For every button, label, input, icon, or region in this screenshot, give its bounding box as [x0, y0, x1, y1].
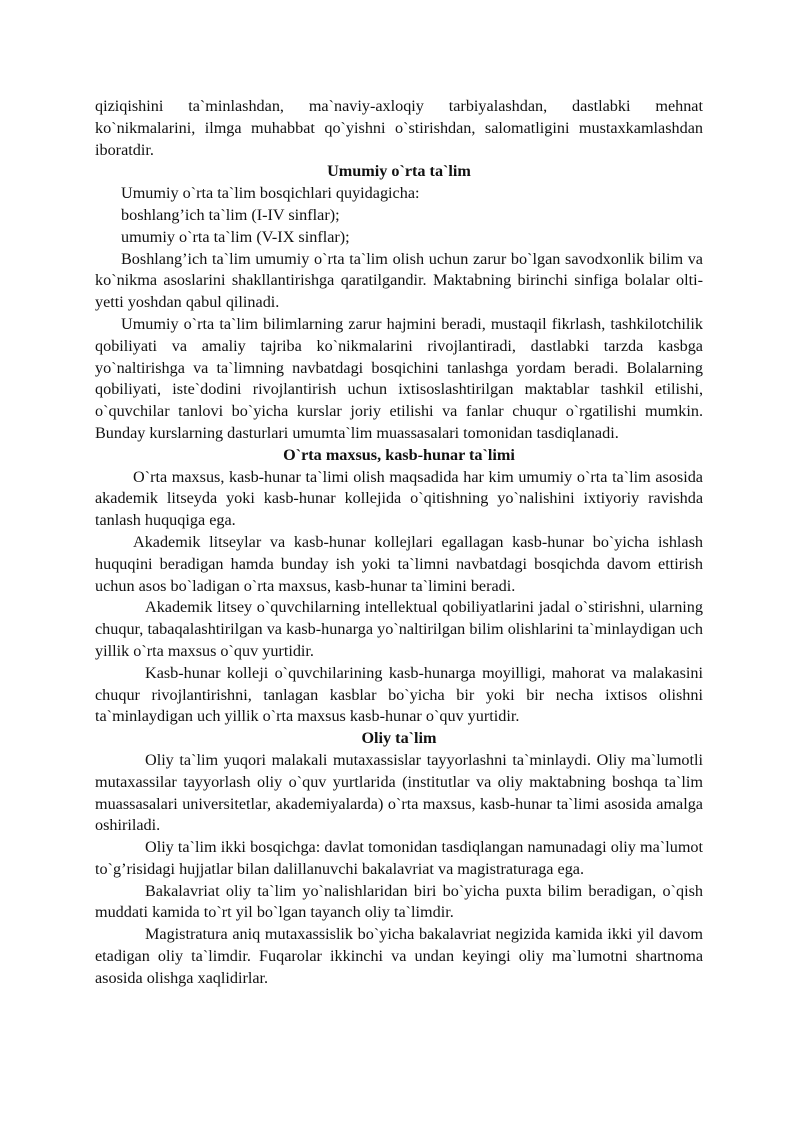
section-heading-vocational: O`rta maxsus, kasb-hunar ta`limi: [283, 445, 515, 464]
document-page: [95, 96, 703, 990]
paragraph: Kasb-hunar kolleji o`quvchilarining kasb-hunarga moyilligi, mahorat va malakasini chuqur rivojlantirishni, tanlagan kasblar bo`yicha bir yoki bir necha ixtisos olishni ta`minlaydigan uch yillik o`rta maxsus kasb-hunar o`quv yurtidir.: [95, 663, 703, 726]
paragraph: Bakalavriat oliy ta`lim yo`nalishlaridan biri bo`yicha puxta bilim beradigan, o`qish muddati kamida to`rt yil bo`lgan tayanch oliy ta`limdir.: [95, 881, 703, 922]
section-heading-general-secondary: Umumiy o`rta ta`lim: [327, 162, 471, 181]
list-item: boshlang’ich ta`lim (I-IV sinflar);: [121, 205, 340, 224]
paragraph: O`rta maxsus, kasb-hunar ta`limi olish maqsadida har kim umumiy o`rta ta`lim asosida akademik litseyda yoki kasb-hunar kollejida o`qitishning yo`nalishini ixtiyoriy ravishda tanlash huquqiga ega.: [95, 467, 703, 530]
paragraph: Oliy ta`lim ikki bosqichga: davlat tomonidan tasdiqlangan namunadagi oliy ma`lumot to`g’risidagi hujjatlar bilan dalillanuvchi bakalavriat va magistraturaga ega.: [95, 838, 703, 878]
paragraph: Magistratura aniq mutaxassislik bo`yicha bakalavriat negizida kamida ikki yil davom etadigan oliy ta`limdir. Fuqarolar ikkinchi va undan keyingi oliy ma`lumotni shartnoma asosida olishga xaqlidirlar.: [95, 925, 703, 987]
paragraph: Akademik litseylar va kasb-hunar kollejlari egallagan kasb-hunar bo`yicha ishlash huquqini beradigan hamda bunday ish yoki ta`limni navbatdagi bosqichda davom ettirish uchun asos bo`ladigan o`rta maxsus, kasb-hunar ta`limini beradi.: [95, 532, 703, 595]
section-heading-higher-education: Oliy ta`lim: [361, 729, 437, 748]
paragraph: Umumiy o`rta ta`lim bilimlarning zarur hajmini beradi, mustaqil fikrlash, tashkilotchilik qobiliyati va amaliy tajriba ko`nikmalarini rivojlantiradi, dastlabki tarzda kasbga yo`naltirishga va ta`limning navbatdagi bosqichini tanlashga yordam beradi. Bolalarning qobiliyati, iste`dodini rivojlantirish uchun ixtisoslashtirilgan maktablar tashkil etilishi, o`quvchilar tanlovi bo`yicha kurslar joriy etilishi va fanlar chuqur o`rgatilishi mumkin. Bunday kurslarning dasturlari umumta`lim muassasalari tomonidan tasdiqlanadi.: [95, 314, 703, 442]
intro-paragraph: qiziqishini ta`minlashdan, ma`naviy-axloqiy tarbiyalashdan, dastlabki mehnat ko`nikmalarini, ilmga muhabbat qo`yishni o`stirishdan, salomatligini mustaxkamlashdan iboratdir.: [95, 97, 703, 159]
list-item: umumiy o`rta ta`lim (V-IX sinflar);: [121, 227, 350, 246]
paragraph: Oliy ta`lim yuqori malakali mutaxassislar tayyorlashni ta`minlaydi. Oliy ma`lumotli mutaxassilar tayyorlash oliy o`quv yurtlarida (institutlar va oliy maktabning boshqa ta`lim muassasalari universitetlar, akademiyalarda) o`rta maxsus, kasb-hunar ta`limi asosida amalga oshiriladi.: [95, 750, 703, 835]
paragraph: Boshlang’ich ta`lim umumiy o`rta ta`lim olish uchun zarur bo`lgan savodxonlik bilim va ko`nikma asoslarini shakllantirishga qaratilgandir. Maktabning birinchi sinfiga bolalar olti-yetti yoshdan qabul qilinadi.: [95, 249, 703, 312]
paragraph: Akademik litsey o`quvchilarning intellektual qobiliyatlarini jadal o`stirishni, ularning chuqur, tabaqalashtirilgan va kasb-hunarga yo`naltirilgan bilim olishlarini ta`minlaydigan uch yillik o`rta maxsus o`quv yurtidir.: [95, 598, 703, 660]
paragraph: Umumiy o`rta ta`lim bosqichlari quyidagicha:: [121, 184, 420, 203]
